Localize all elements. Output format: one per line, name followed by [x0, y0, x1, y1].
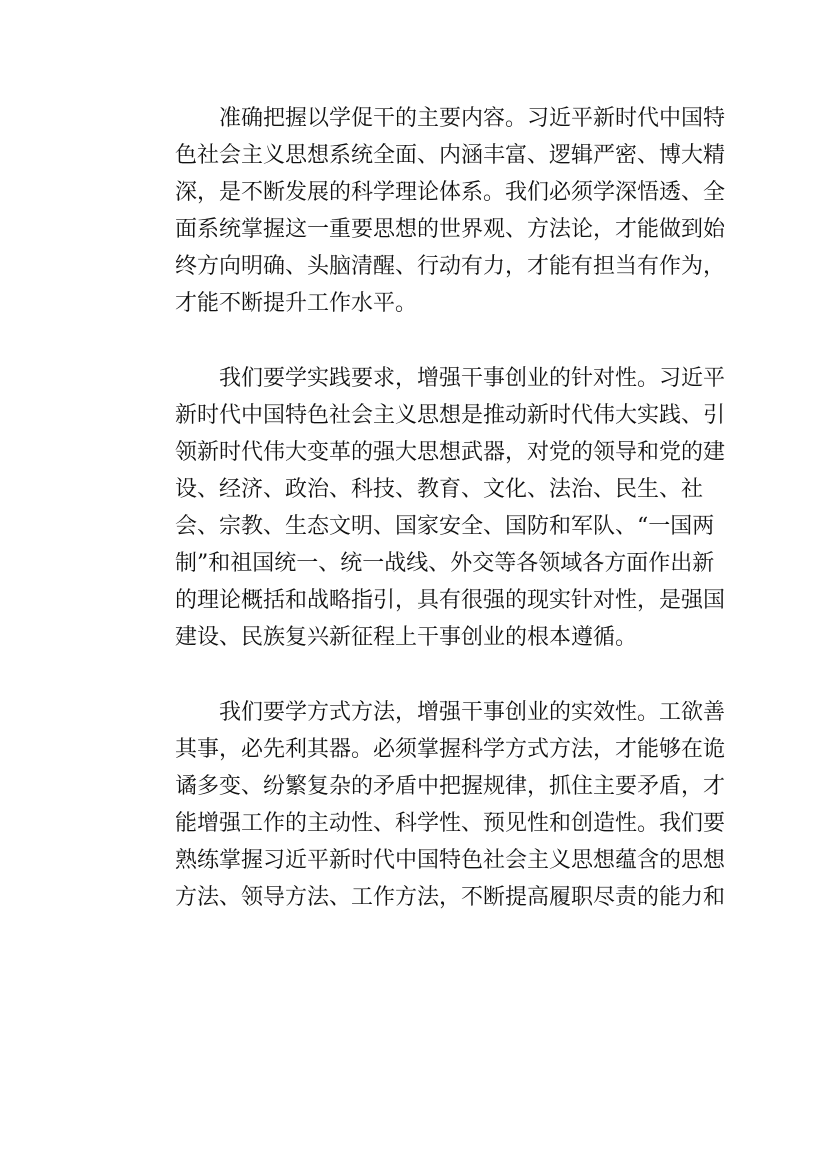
- text-line: 新时代中国特色社会主义思想是推动新时代伟大实践、引: [175, 403, 726, 428]
- paragraph-3: [131, 694, 726, 916]
- text-line: 色社会主义思想系统全面、内涵丰富、逻辑严密、博大精: [175, 143, 726, 168]
- text-line: 的理论概括和战略指引，具有很强的现实针对性，是强国: [175, 588, 726, 613]
- text-line: 谲多变、纷繁复杂的矛盾中把握规律，抓住主要矛盾，才: [175, 774, 726, 799]
- text-line: 准确把握以学促干的主要内容。习近平新时代中国特: [219, 106, 726, 131]
- text-line: 方法、领导方法、工作方法，不断提高履职尽责的能力和: [175, 885, 726, 910]
- text-line: 其事，必先利其器。必须掌握科学方式方法，才能够在诡: [175, 737, 726, 762]
- text-line: 深，是不断发展的科学理论体系。我们必须学深悟透、全: [175, 180, 726, 205]
- text-line: 制”和祖国统一、统一战线、外交等各领域各方面作出新: [175, 551, 715, 576]
- text-line: 终方向明确、头脑清醒、行动有力，才能有担当有作为，: [175, 254, 726, 279]
- text-line: 才能不断提升工作水平。: [175, 291, 418, 316]
- document-body: [131, 100, 726, 954]
- text-line: 我们要学实践要求，增强干事创业的针对性。习近平: [219, 366, 726, 391]
- paragraph-1: [131, 100, 726, 322]
- text-line: 熟练掌握习近平新时代中国特色社会主义思想蕴含的思想: [175, 848, 726, 873]
- text-line: 面系统掌握这一重要思想的世界观、方法论，才能做到始: [175, 217, 726, 242]
- text-line: 设、经济、政治、科技、教育、文化、法治、民生、社: [175, 477, 704, 502]
- text-line: 建设、民族复兴新征程上干事创业的根本遵循。: [175, 625, 638, 650]
- paragraph-2: [131, 360, 726, 656]
- text-line: 领新时代伟大变革的强大思想武器，对党的领导和党的建: [175, 440, 726, 465]
- text-line: 我们要学方式方法，增强干事创业的实效性。工欲善: [219, 700, 726, 725]
- text-line: 会、宗教、生态文明、国家安全、国防和军队、“一国两: [175, 514, 715, 539]
- text-line: 能增强工作的主动性、科学性、预见性和创造性。我们要: [175, 811, 726, 836]
